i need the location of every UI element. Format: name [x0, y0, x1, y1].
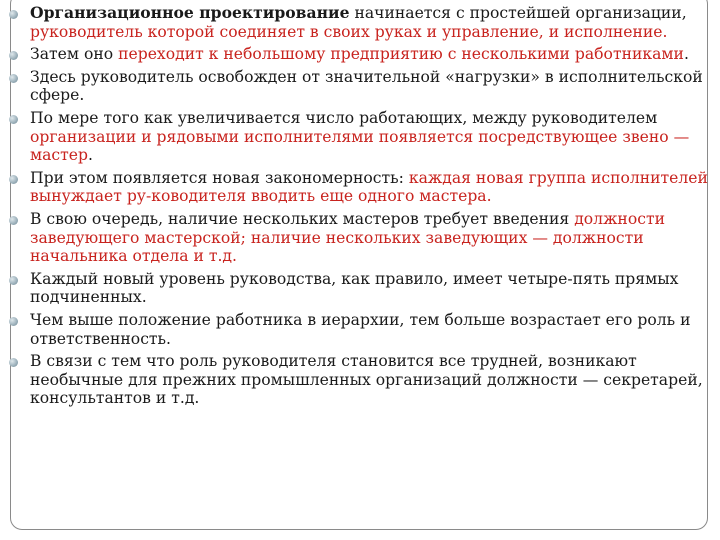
circle-bullet-icon [9, 216, 18, 225]
text-segment: начинается с простейшей организации, [349, 4, 687, 22]
circle-bullet-icon [9, 317, 18, 326]
circle-bullet-icon [9, 10, 18, 19]
bullet-item-small-enterprise [4, 45, 710, 64]
text-segment: В свою очередь, наличие нескольких мастеров требует введения [30, 209, 575, 228]
circle-bullet-icon [9, 175, 18, 184]
bullet-list [4, 4, 710, 412]
bullet-item-span-of-control [4, 270, 710, 307]
bullet-item-workshop-head [4, 210, 710, 266]
circle-bullet-icon [9, 358, 18, 367]
highlight-segment: должности заведующего мастерской; наличие нескольких заведующих — должности начальника отдела и т.д. [30, 209, 665, 266]
text-segment: Затем оно [30, 45, 119, 64]
bullet-item-new-positions [4, 352, 710, 408]
highlight-segment: каждая новая группа исполнителей вынуждает ру-ководителя вводить еще одного мастера. [30, 168, 708, 206]
text-segment: . [88, 146, 93, 165]
bullet-item-org-design [4, 4, 710, 41]
text-segment: При этом появляется новая закономерность: [30, 168, 409, 187]
circle-bullet-icon [9, 115, 18, 124]
text-segment: Здесь руководитель освобожден от значительной «нагрузки» в исполнительской сфере. [30, 67, 703, 105]
highlight-segment: руководитель которой соединяет в своих руках и управление, и исполнение. [30, 22, 668, 41]
bullet-item-manager-freed [4, 68, 710, 105]
circle-bullet-icon [9, 51, 18, 60]
text-segment: Чем выше положение работника в иерархии, тем больше возрастает его роль и ответственность. [30, 310, 691, 348]
text-segment: . [683, 45, 689, 64]
circle-bullet-icon [9, 74, 18, 83]
bullet-item-foreman-link [4, 109, 710, 165]
bold-term: Организационное проектирование [30, 3, 350, 22]
bullet-item-hierarchy-role [4, 311, 710, 348]
text-segment: По мере того как увеличивается число работающих, между руководителем [30, 108, 658, 127]
text-segment: Каждый новый уровень руководства, как правило, имеет четыре-пять прямых подчиненных. [30, 269, 679, 307]
circle-bullet-icon [9, 276, 18, 285]
highlight-segment: переходит к небольшому предприятию с несколькими работниками [118, 45, 684, 64]
bullet-item-new-regularity [4, 169, 710, 206]
highlight-segment: организации и рядовыми исполнителями появляется посредствующее звено — мастер [30, 127, 690, 165]
text-segment: В связи с тем что роль руководителя становится все трудней, возникают необычные для прежних промышленных организаций должности — секретарей, консультантов и т.д. [30, 352, 703, 408]
